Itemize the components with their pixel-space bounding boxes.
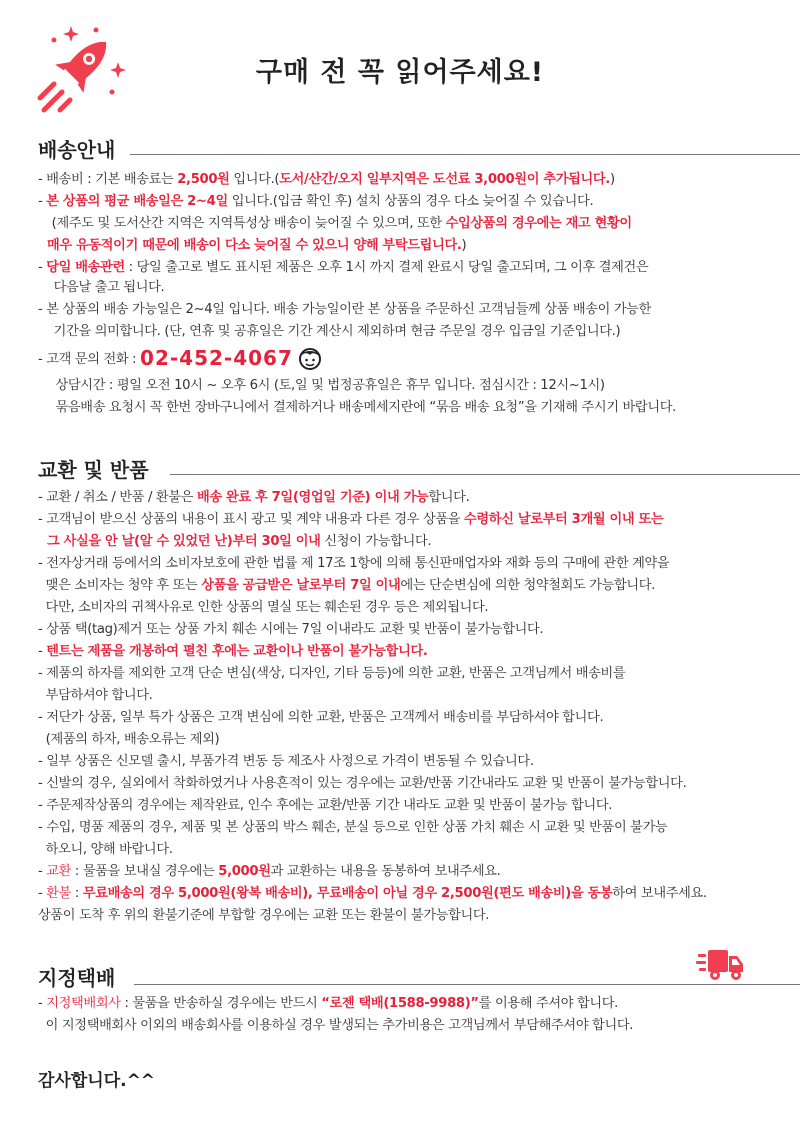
exchange-line-18: - 교환 : 물품을 보내실 경우에는 5,000원과 교환하는 내용을 동봉하여 보내주세요. [38, 864, 501, 879]
shipping-line-1: - 배송비 : 기본 배송료는 2,500원 입니다.(도서/산간/오지 일부지역은 도선료 3,000원이 추가됩니다.) [38, 172, 615, 187]
shipping-line-8: 기간을 의미합니다. (단, 연휴 및 공휴일은 기간 계산시 제외하며 현금 주문일 경우 입금일 기준입니다.) [46, 324, 621, 339]
exchange-line-11: - 저단가 상품, 일부 특가 상품은 고객 변심에 의한 교환, 반품은 고객께서 배송비를 부담하셔야 합니다. [38, 710, 604, 725]
shipping-line-7: - 본 상품의 배송 가능일은 2~4일 입니다. 배송 가능일이란 본 상품을 주문하신 고객님들께 상품 배송이 가능한 [38, 302, 651, 317]
exchange-line-17: 하오니, 양해 바랍니다. [38, 842, 173, 857]
exchange-line-12: (제품의 하자, 배송오류는 제외) [38, 732, 220, 747]
shipping-line-5: - 당일 배송관련 : 당일 출고로 별도 표시된 제품은 오후 1시 까지 결제 완료시 당일 출고되며, 그 이후 결제건은 [38, 260, 649, 275]
shipping-line-hours: 상담시간 : 평일 오전 10시 ~ 오후 6시 (토,일 및 법정공휴일은 휴무 입니다. 점심시간 : 12시~1시) [44, 378, 605, 393]
shipping-line-bundle: 묶음배송 요청시 꼭 한번 장바구니에서 결제하거나 배송메세지란에 “묶음 배송 요청”을 기재해 주시기 바랍니다. [44, 400, 676, 415]
exchange-line-16: - 수입, 명품 제품의 경우, 제품 및 본 상품의 박스 훼손, 분실 등으로 인한 상품 가치 훼손 시 교환 및 반품이 불가능 [38, 820, 668, 835]
section-divider [170, 474, 800, 475]
section-heading-exchange: 교환 및 반품 [38, 458, 149, 482]
exchange-line-20: 상품이 도착 후 위의 환불기준에 부합할 경우에는 교환 또는 환불이 불가능합니다. [38, 908, 490, 923]
section-heading-shipping: 배송안내 [38, 138, 116, 162]
shipping-line-6: 다음날 출고 됩니다. [46, 280, 165, 295]
exchange-line-2: - 고객님이 받으신 상품의 내용이 표시 광고 및 계약 내용과 다른 경우 상품을 수령하신 날로부터 3개월 이내 또는 [38, 512, 664, 527]
section-divider [130, 154, 800, 155]
exchange-line-5: 맺은 소비자는 청약 후 또는 상품을 공급받은 날로부터 7일 이내에는 단순변심에 의한 청약철회도 가능합니다. [38, 578, 656, 593]
shipping-line-3: (제주도 및 도서산간 지역은 지역특성상 배송이 늦어질 수 있으며, 또한 수입상품의 경우에는 재고 현황이 [44, 216, 632, 231]
exchange-line-6: 다만, 소비자의 귀책사유로 인한 상품의 멸실 또는 훼손된 경우 등은 제외됩니다. [38, 600, 489, 615]
courier-line-1: - 지정택배회사 : 물품을 반송하실 경우에는 반드시 “로젠 택배(1588-9988)”를 이용해 주셔야 합니다. [38, 996, 618, 1011]
courier-line-2: 이 지정택배회사 이외의 배송회사를 이용하실 경우 발생되는 추가비용은 고객님께서 부담해주셔야 합니다. [38, 1018, 634, 1033]
delivery-truck-icon [696, 948, 744, 982]
section-heading-courier: 지정택배 [38, 966, 116, 990]
exchange-line-19: - 환불 : 무료배송의 경우 5,000원(왕복 배송비), 무료배송이 아닐 경우 2,500원(편도 배송비)을 동봉하여 보내주세요. [38, 886, 707, 901]
contact-phone-number[interactable]: 02-452-4067 [140, 346, 293, 370]
exchange-line-4: - 전자상거래 등에서의 소비자보호에 관한 법률 제 17조 1항에 의해 통신판매업자와 재화 등의 구매에 관한 계약을 [38, 556, 670, 571]
exchange-line-1: - 교환 / 취소 / 반품 / 환불은 배송 완료 후 7일(영업일 기준) 이내 가능합니다. [38, 490, 470, 505]
exchange-line-9: - 제품의 하자를 제외한 고객 단순 변심(색상, 디자인, 기타 등등)에 의한 교환, 반품은 고객님께서 배송비를 [38, 666, 626, 681]
exchange-line-15: - 주문제작상품의 경우에는 제작완료, 인수 후에는 교환/반품 기간 내라도 교환 및 반품이 불가능 합니다. [38, 798, 613, 813]
thanks-message: 감사합니다.^^ [38, 1071, 156, 1091]
exchange-line-7: - 상품 택(tag)제거 또는 상품 가치 훼손 시에는 7일 이내라도 교환 및 반품이 불가능합니다. [38, 622, 544, 637]
contact-phone-line: - 고객 문의 전화 : 02-452-4067 [38, 346, 293, 370]
shipping-line-2: - 본 상품의 평균 배송일은 2~4일 입니다.(입금 확인 후) 설치 상품의 경우 다소 늦어질 수 있습니다. [38, 194, 594, 209]
exchange-line-14: - 신발의 경우, 실외에서 착화하였거나 사용흔적이 있는 경우에는 교환/반품 기간내라도 교환 및 반품이 불가능합니다. [38, 776, 687, 791]
face-icon [296, 344, 324, 372]
shipping-line-4: 매우 유동적이기 때문에 배송이 다소 늦어질 수 있으니 양해 부탁드립니다.) [47, 238, 467, 253]
page-title: 구매 전 꼭 읽어주세요! [255, 57, 545, 88]
exchange-line-3: 그 사실을 안 날(알 수 있었던 난)부터 30일 이내 신청이 가능합니다. [47, 534, 432, 549]
section-divider [134, 984, 800, 985]
exchange-line-13: - 일부 상품은 신모델 출시, 부품가격 변동 등 제조사 사정으로 가격이 변동될 수 있습니다. [38, 754, 534, 769]
exchange-line-10: 부담하셔야 합니다. [38, 688, 153, 703]
exchange-line-8: - 텐트는 제품을 개봉하여 펼친 후에는 교환이나 반품이 불가능합니다. [38, 644, 428, 659]
